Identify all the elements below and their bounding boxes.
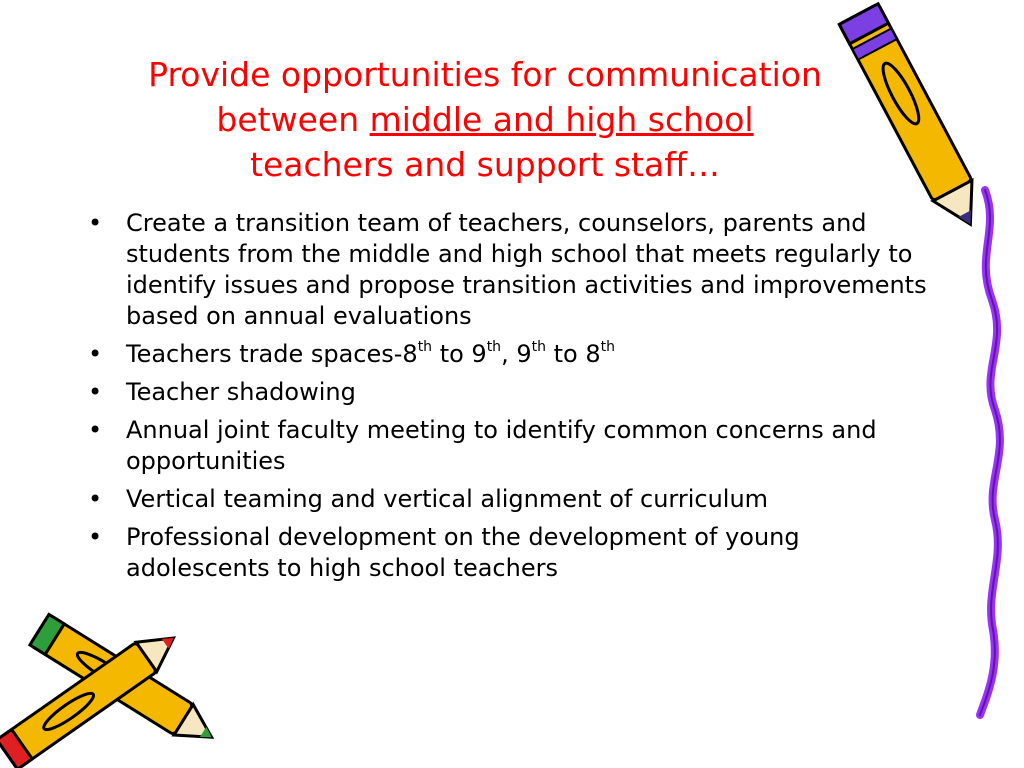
- crossed-pencils-icon: [0, 614, 221, 768]
- superscript: th: [531, 339, 546, 355]
- title-line-2-prefix: between: [216, 100, 370, 139]
- bullet-marker: •: [88, 209, 103, 237]
- bullet-item: [86, 522, 936, 584]
- bullet-text: Annual joint faculty meeting to identify common concerns and opportunities: [126, 416, 877, 475]
- bullet-marker: •: [88, 378, 103, 406]
- superscript: th: [417, 339, 433, 355]
- text-run: to 8: [545, 340, 601, 368]
- bullet-item: [86, 377, 936, 408]
- bullet-marker: •: [88, 485, 103, 513]
- bullet-item: [86, 208, 936, 332]
- bullet-marker: •: [88, 340, 103, 368]
- bullet-list: [86, 208, 936, 591]
- bullet-marker: •: [88, 416, 103, 444]
- superscript: th: [600, 339, 615, 355]
- slide-title: [90, 52, 880, 187]
- bullet-item: [86, 415, 936, 477]
- title-underlined-phrase: middle and high school: [369, 100, 754, 139]
- title-line-3: teachers and support staff…: [250, 145, 720, 184]
- bullet-text: [126, 340, 615, 368]
- text-run: Teachers trade spaces-8: [126, 340, 418, 368]
- bullet-item: [86, 484, 936, 515]
- text-run: , 9: [501, 340, 532, 368]
- bullet-text: Create a transition team of teachers, counselors, parents and students from the middle and high school that meets regularly to identify issues and propose transition activities and improvements based on annual evaluations: [126, 209, 927, 330]
- bullet-text: Vertical teaming and vertical alignment of curriculum: [126, 485, 769, 513]
- text-run: to 9: [432, 340, 487, 368]
- bullet-marker: •: [88, 523, 103, 551]
- bullet-item: [86, 339, 936, 370]
- title-line-1: Provide opportunities for communication: [148, 55, 822, 94]
- bullet-text: Professional development on the development of young adolescents to high school teachers: [126, 523, 800, 582]
- title-line-2: [90, 97, 880, 142]
- superscript: th: [486, 339, 502, 355]
- bullet-text: Teacher shadowing: [126, 378, 356, 406]
- squiggle-line-icon: [980, 190, 1000, 715]
